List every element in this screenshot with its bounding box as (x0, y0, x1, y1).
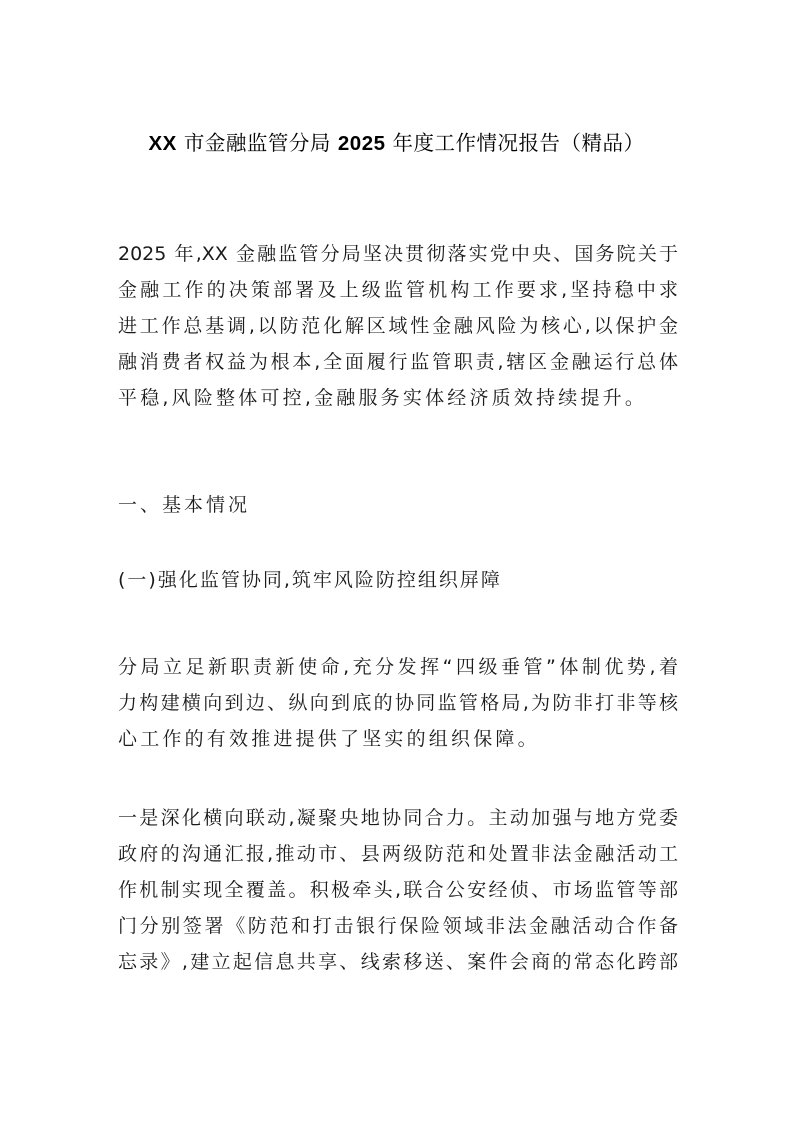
title-part-2: 年度工作情况报告（精品） (385, 131, 645, 155)
title-prefix: XX (148, 132, 177, 155)
paragraph-line: 进工作总基调,以防范化解区域性金融风险为核心,以保护金 (118, 315, 678, 337)
paragraph-line: 分局立足新职责新使命,充分发挥“四级垂管”体制优势,着 (118, 656, 678, 678)
paragraph-line: 作机制实现全覆盖。积极牵头,联合公安经侦、市场监管等部 (118, 879, 678, 901)
paragraph-line: 融消费者权益为根本,全面履行监管职责,辖区金融运行总体 (118, 351, 678, 373)
title-year: 2025 (337, 132, 386, 155)
paragraph-line: 门分别签署《防范和打击银行保险领域非法金融活动合作备 (118, 915, 678, 937)
paragraph-line: 一是深化横向联动,凝聚央地协同合力。主动加强与地方党委 (118, 807, 678, 829)
point-1-paragraph (118, 800, 678, 980)
subsection-1-paragraph (118, 649, 678, 757)
paragraph-line: 平稳,风险整体可控,金融服务实体经济质效持续提升。 (118, 387, 648, 409)
section-heading-1: 一、基本情况 (118, 494, 251, 516)
subsection-heading-1: (一)强化监管协同,筑牢风险防控组织屏障 (118, 569, 502, 591)
paragraph-line: 力构建横向到边、纵向到底的协同监管格局,为防非打非等核 (118, 692, 678, 714)
paragraph-line: 忘录》,建立起信息共享、线索移送、案件会商的常态化跨部 (118, 951, 678, 973)
paragraph-line: 心工作的有效推进提供了坚实的组织保障。 (118, 728, 540, 750)
paragraph-line: 2025 年,XX 金融监管分局坚决贯彻落实党中央、国务院关于 (118, 243, 678, 265)
document-title (0, 128, 793, 159)
paragraph-line: 金融工作的决策部署及上级监管机构工作要求,坚持稳中求 (118, 279, 678, 301)
title-part-1: 市金融监管分局 (176, 131, 338, 155)
paragraph-line: 政府的沟通汇报,推动市、县两级防范和处置非法金融活动工 (118, 843, 678, 865)
intro-paragraph (118, 236, 678, 416)
